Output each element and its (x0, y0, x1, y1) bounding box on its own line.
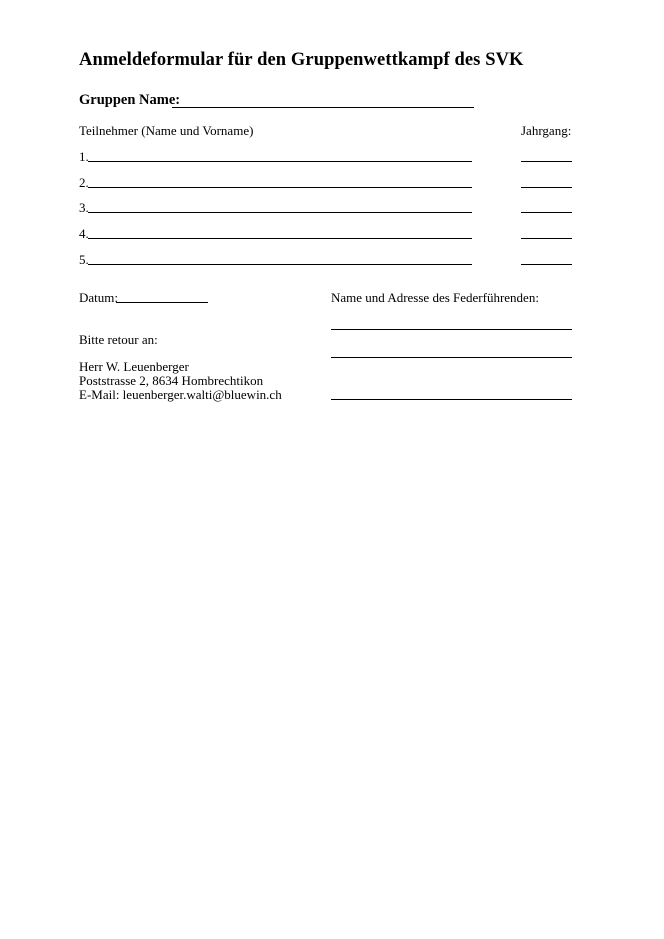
row-number: 2. (79, 175, 89, 190)
participant-name-line[interactable] (88, 161, 472, 162)
contact-address: Poststrasse 2, 8634 Hombrechtikon (79, 373, 264, 388)
form-title: Anmeldeformular für den Gruppenwettkampf des SVK (79, 50, 524, 70)
row-number: 3. (79, 200, 89, 215)
participant-year-line[interactable] (521, 238, 572, 239)
year-header: Jahrgang: (521, 123, 572, 138)
group-name-line[interactable] (172, 107, 474, 108)
leader-line-2[interactable] (331, 357, 572, 358)
participant-year-line[interactable] (521, 187, 572, 188)
return-label: Bitte retour an: (79, 332, 158, 347)
date-line[interactable] (116, 302, 208, 303)
leader-label: Name und Adresse des Federführenden: (331, 290, 539, 305)
participant-name-line[interactable] (88, 212, 472, 213)
participant-name-line[interactable] (88, 264, 472, 265)
leader-line-1[interactable] (331, 329, 572, 330)
participant-name-line[interactable] (88, 187, 472, 188)
leader-line-3[interactable] (331, 399, 572, 400)
group-name-label: Gruppen Name: (79, 92, 181, 108)
participant-year-line[interactable] (521, 264, 572, 265)
contact-name: Herr W. Leuenberger (79, 359, 189, 374)
participant-name-line[interactable] (88, 238, 472, 239)
contact-email: E-Mail: leuenberger.walti@bluewin.ch (79, 387, 282, 402)
date-label: Datum: (79, 290, 118, 305)
row-number: 5. (79, 252, 89, 267)
participants-header: Teilnehmer (Name und Vorname) (79, 123, 254, 138)
participant-year-line[interactable] (521, 161, 572, 162)
row-number: 1. (79, 149, 89, 164)
participant-year-line[interactable] (521, 212, 572, 213)
row-number: 4. (79, 226, 89, 241)
